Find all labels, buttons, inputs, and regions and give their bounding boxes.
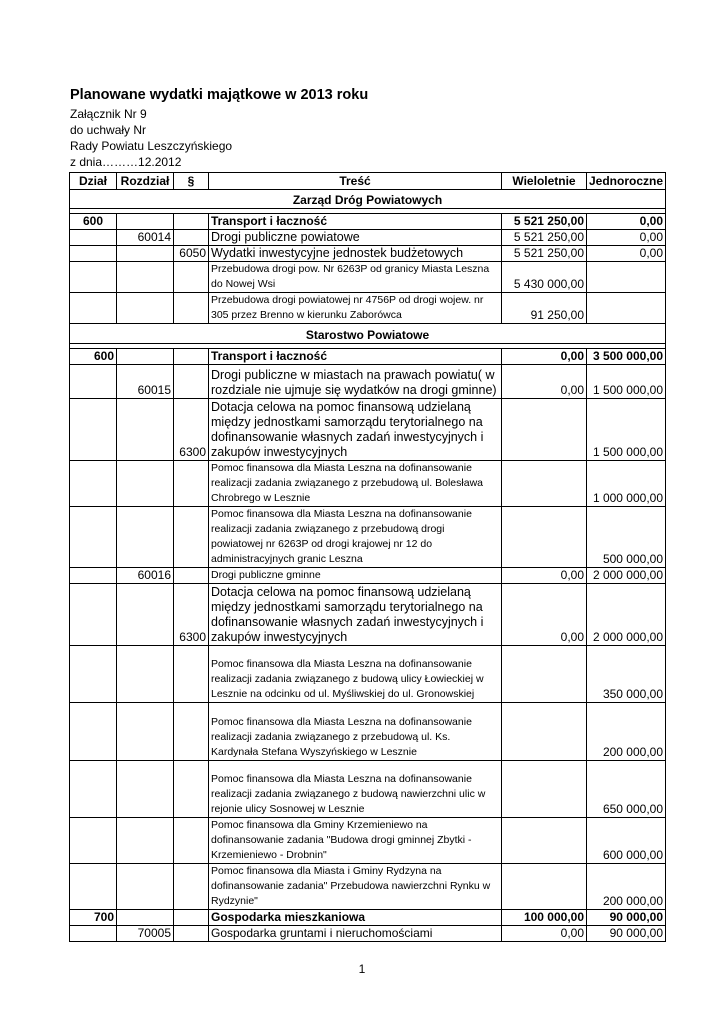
cell-wieloletnie [502,864,587,910]
cell-wieloletnie: 0,00 [502,349,587,365]
cell-wieloletnie: 0,00 [502,365,587,399]
cell-dzial [70,246,117,262]
table-row [70,293,666,324]
cell-wieloletnie [502,461,587,507]
cell-paragraph: 6300 [174,584,209,646]
cell-paragraph: 6050 [174,246,209,262]
cell-paragraph [174,568,209,584]
cell-dzial [70,399,117,461]
cell-tresc: Gospodarka gruntami i nieruchomościami [209,926,502,942]
cell-paragraph [174,507,209,568]
cell-wieloletnie: 0,00 [502,584,587,646]
cell-jednoroczne: 0,00 [587,214,666,230]
cell-paragraph: 6300 [174,399,209,461]
cell-paragraph [174,926,209,942]
cell-rozdzial [117,818,174,864]
table-row [70,507,666,568]
cell-dzial: 600 [70,349,117,365]
cell-jednoroczne: 650 000,00 [587,761,666,818]
cell-dzial [70,568,117,584]
cell-dzial [70,646,117,703]
cell-paragraph [174,864,209,910]
cell-jednoroczne: 2 000 000,00 [587,584,666,646]
expenditure-table [69,172,666,942]
cell-wieloletnie [502,818,587,864]
cell-jednoroczne [587,293,666,324]
section-heading: Starostwo Powiatowe [70,324,666,344]
cell-tresc: Pomoc finansowa dla Miasta Leszna na dofinansowanie realizacji zadania związanego z budową nawierzchni ulic w rejonie ulicy Sosnowej w Lesznie [209,761,502,818]
header-rozdzial: Rozdział [117,173,174,190]
cell-dzial [70,926,117,942]
cell-dzial: 700 [70,910,117,926]
cell-tresc: Transport i łaczność [209,349,502,365]
cell-jednoroczne: 600 000,00 [587,818,666,864]
cell-paragraph [174,214,209,230]
cell-tresc: Dotacja celowa na pomoc finansową udzielaną między jednostkami samorządu terytorialnego na dofinansowanie własnych zadań inwestycyjnych i zakupów inwestycyjnych [209,584,502,646]
cell-tresc: Pomoc finansowa dla Miasta Leszna na dofinansowanie realizacji zadania związanego z przebudową drogi powiatowej nr 6263P od drogi krajowej nr 12 do administracyjnych granic Leszna [209,507,502,568]
cell-paragraph [174,761,209,818]
header-jednoroczne: Jednoroczne [587,173,666,190]
table-row [70,399,666,461]
cell-paragraph [174,230,209,246]
cell-tresc: Pomoc finansowa dla Gminy Krzemieniewo na dofinansowanie zadania "Budowa drogi gminnej Zbytki - Krzemieniewo - Drobnin" [209,818,502,864]
cell-wieloletnie: 5 430 000,00 [502,262,587,293]
cell-wieloletnie: 5 521 250,00 [502,214,587,230]
table-row [70,214,666,230]
cell-wieloletnie [502,761,587,818]
cell-wieloletnie [502,703,587,761]
cell-rozdzial [117,461,174,507]
annex-number: Załącznik Nr 9 [70,107,147,121]
cell-dzial [70,230,117,246]
table-row [70,818,666,864]
document-title: Planowane wydatki majątkowe w 2013 roku [70,87,369,103]
cell-jednoroczne: 0,00 [587,246,666,262]
cell-jednoroczne: 200 000,00 [587,864,666,910]
cell-tresc: Drogi publiczne w miastach na prawach powiatu( w rozdziale nie ujmuje się wydatków na drogi gminne) [209,365,502,399]
header-dzial: Dział [70,173,117,190]
cell-rozdzial [117,910,174,926]
cell-jednoroczne: 90 000,00 [587,910,666,926]
cell-dzial: 600 [70,214,117,230]
cell-tresc: Dotacja celowa na pomoc finansową udzielaną między jednostkami samorządu terytorialnego na dofinansowanie własnych zadań inwestycyjnych i zakupów inwestycyjnych [209,399,502,461]
cell-wieloletnie: 0,00 [502,568,587,584]
cell-rozdzial: 60014 [117,230,174,246]
cell-dzial [70,293,117,324]
table-row [70,584,666,646]
resolution-line: do uchwały Nr [70,123,147,137]
cell-tresc: Transport i łaczność [209,214,502,230]
cell-wieloletnie: 100 000,00 [502,910,587,926]
cell-jednoroczne: 2 000 000,00 [587,568,666,584]
cell-paragraph [174,262,209,293]
page-number: 1 [358,962,366,976]
cell-rozdzial [117,349,174,365]
cell-rozdzial: 60016 [117,568,174,584]
cell-jednoroczne: 0,00 [587,230,666,246]
header-row [70,173,666,190]
section-heading: Zarząd Dróg Powiatowych [70,190,666,209]
cell-wieloletnie [502,646,587,703]
cell-dzial [70,818,117,864]
cell-tresc: Gospodarka mieszkaniowa [209,910,502,926]
table-row [70,864,666,910]
cell-wieloletnie [502,507,587,568]
cell-jednoroczne: 90 000,00 [587,926,666,942]
header-wieloletnie: Wieloletnie [502,173,587,190]
table-row [70,703,666,761]
cell-paragraph [174,349,209,365]
table-row [70,349,666,365]
cell-dzial [70,761,117,818]
table-row [70,365,666,399]
cell-wieloletnie: 5 521 250,00 [502,230,587,246]
cell-jednoroczne: 500 000,00 [587,507,666,568]
table-row [70,461,666,507]
cell-rozdzial [117,584,174,646]
cell-dzial [70,507,117,568]
cell-rozdzial [117,507,174,568]
cell-paragraph [174,461,209,507]
cell-rozdzial [117,399,174,461]
date-line: z dnia………12.2012 [70,155,182,169]
cell-dzial [70,703,117,761]
cell-jednoroczne: 1 000 000,00 [587,461,666,507]
cell-tresc: Pomoc finansowa dla Miasta Leszna na dofinansowanie realizacji zadania związanego z przebudową ul. Bolesława Chrobrego w Lesznie [209,461,502,507]
cell-tresc: Pomoc finansowa dla Miasta i Gminy Rydzyna na dofinansowanie zadania" Przebudowa nawierzchni Rynku w Rydzynie" [209,864,502,910]
cell-tresc: Pomoc finansowa dla Miasta Leszna na dofinansowanie realizacji zadania związanego z budową ulicy Łowieckiej w Lesznie na odcinku od ul. Myśliwskiej do ul. Gronowskiej [209,646,502,703]
cell-dzial [70,262,117,293]
cell-rozdzial [117,703,174,761]
cell-tresc: Pomoc finansowa dla Miasta Leszna na dofinansowanie realizacji zadania związanego z przebudową ul. Ks. Kardynała Stefana Wyszyńskiego w Lesznie [209,703,502,761]
table-row [70,926,666,942]
cell-jednoroczne: 3 500 000,00 [587,349,666,365]
cell-rozdzial [117,246,174,262]
council-line: Rady Powiatu Leszczyńskiego [70,139,233,153]
cell-wieloletnie: 91 250,00 [502,293,587,324]
cell-jednoroczne: 1 500 000,00 [587,399,666,461]
cell-tresc: Przebudowa drogi pow. Nr 6263P od granicy Miasta Leszna do Nowej Wsi [209,262,502,293]
cell-paragraph [174,818,209,864]
cell-paragraph [174,910,209,926]
cell-jednoroczne: 200 000,00 [587,703,666,761]
header-paragraph: § [174,173,209,190]
table-row [70,230,666,246]
cell-rozdzial [117,262,174,293]
cell-tresc: Przebudowa drogi powiatowej nr 4756P od drogi wojew. nr 305 przez Brenno w kierunku Zaborówca [209,293,502,324]
table-row [70,646,666,703]
cell-tresc: Wydatki inwestycyjne jednostek budżetowych [209,246,502,262]
table-row [70,568,666,584]
cell-jednoroczne [587,262,666,293]
cell-jednoroczne: 1 500 000,00 [587,365,666,399]
cell-rozdzial [117,761,174,818]
cell-dzial [70,365,117,399]
cell-rozdzial: 70005 [117,926,174,942]
table-row [70,262,666,293]
cell-rozdzial [117,214,174,230]
cell-rozdzial: 60015 [117,365,174,399]
table-row [70,761,666,818]
cell-tresc: Drogi publiczne gminne [209,568,502,584]
cell-rozdzial [117,293,174,324]
table-row [70,246,666,262]
cell-tresc: Drogi publiczne powiatowe [209,230,502,246]
cell-dzial [70,864,117,910]
cell-dzial [70,461,117,507]
cell-rozdzial [117,864,174,910]
cell-paragraph [174,365,209,399]
cell-wieloletnie [502,399,587,461]
cell-jednoroczne: 350 000,00 [587,646,666,703]
cell-paragraph [174,703,209,761]
cell-rozdzial [117,646,174,703]
cell-wieloletnie: 0,00 [502,926,587,942]
cell-paragraph [174,646,209,703]
table-row [70,910,666,926]
cell-wieloletnie: 5 521 250,00 [502,246,587,262]
cell-dzial [70,584,117,646]
header-tresc: Treść [209,173,502,190]
cell-paragraph [174,293,209,324]
